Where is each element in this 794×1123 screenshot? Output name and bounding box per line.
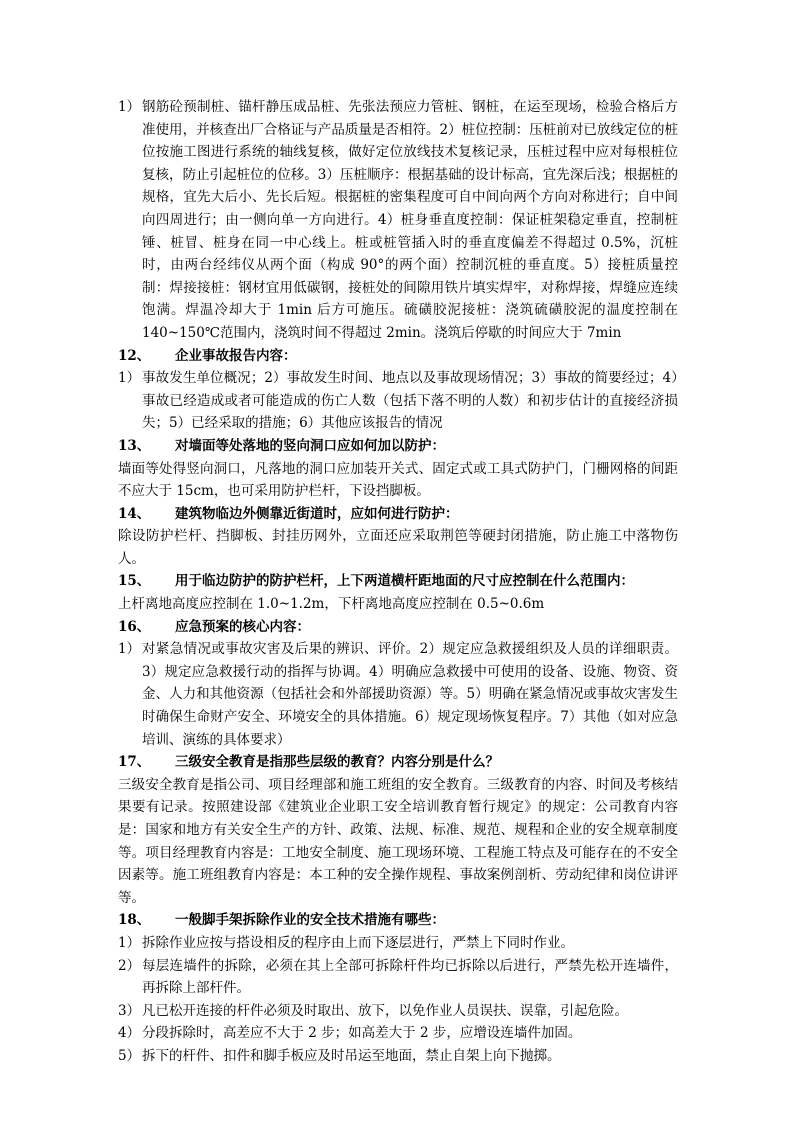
question-number: 18、 xyxy=(118,912,151,929)
item-number: 2） xyxy=(118,957,141,974)
question-heading xyxy=(118,751,678,774)
item-text: 每层连墙件的拆除，必须在其上全部可拆除杆件均已拆除以后进行，严禁先松开连墙件，再拆除上部杆件。 xyxy=(142,957,678,997)
question-number: 15、 xyxy=(118,573,151,590)
list-item xyxy=(118,1045,678,1068)
question-heading xyxy=(118,503,678,526)
answer-paragraph: 上杆离地高度应控制在 1.0~1.2m，下杆离地高度应控制在 0.5~0.6m xyxy=(118,596,545,613)
answer-paragraph: 墙面等处得竖向洞口，凡落地的洞口应加装开关式、固定式或工具式防护门，门栅网格的间距不应大于 15cm，也可采用防护栏杆，下设挡脚板。 xyxy=(118,460,678,500)
item-text: 凡已松开连接的杆件必须及时取出、放下，以免作业人员误扶、误靠，引起危险。 xyxy=(142,1002,628,1019)
question-title: 三级安全教育是指那些层级的教育？内容分别是什么？ xyxy=(175,754,499,771)
item-number: 1） xyxy=(118,641,141,658)
list-item xyxy=(118,932,678,955)
question-number: 17、 xyxy=(118,754,151,771)
question-heading xyxy=(118,909,678,932)
question-title: 用于临边防护的防护栏杆，上下两道横杆距地面的尺寸应控制在什么范围内： xyxy=(175,573,634,590)
answer-paragraph: 除设防护栏杆、挡脚板、封挂历网外，立面还应采取荆笆等硬封闭措施，防止施工中落物伤人。 xyxy=(118,528,678,567)
question-heading xyxy=(118,345,678,368)
item-number: 1） xyxy=(118,99,141,115)
question-number: 12、 xyxy=(118,347,151,364)
list-item xyxy=(118,96,678,345)
item-text: 拆下的杆件、扣件和脚手板应及时吊运至地面，禁止自架上向下抛掷。 xyxy=(142,1047,561,1064)
list-item xyxy=(118,955,678,1000)
item-text: 对紧急情况或事故灾害及后果的辨识、评价。2）规定应急救援组织及人员的详细职责。3）规定应急救援行动的指挥与协调。4）明确应急救援中可使用的设备、设施、物资、资金、人力和其他资源（包括社会和外部援助资源）等。5）明确在紧急情况或事故灾害发生时确保生命财产安全、环境安全的具体措施。6）规定现场恢复程序。7）其他（如对应急培训、演练的具体要求） xyxy=(142,641,678,748)
list-item xyxy=(118,1000,678,1023)
question-heading xyxy=(118,616,678,639)
answer-paragraph: 三级安全教育是指公司、项目经理部和施工班组的安全教育。三级教育的内容、时间及考核结果要有记录。按照建设部《建筑业企业职工安全培训教育暂行规定》的规定：公司教育内容是：国家和地方有关安全生产的方针、政策、法规、标准、规范、规程和企业的安全规章制度等。项目经理教育内容是：工地安全制度、施工现场环境、工程施工特点及可能存在的不安全因素等。施工班组教育内容是：本工种的安全操作规程、事故案例剖析、劳动纪律和岗位讲评等。 xyxy=(118,776,678,906)
item-number: 1） xyxy=(118,370,141,387)
item-text: 拆除作业应按与搭设相反的程序由上而下逐层进行，严禁上下同时作业。 xyxy=(142,934,574,951)
item-number: 3） xyxy=(118,1002,141,1019)
question-number: 16、 xyxy=(118,618,151,635)
item-text: 事故发生单位概况；2）事故发生时间、地点以及事故现场情况；3）事故的简要经过；4）事故已经造成或者可能造成的伤亡人数（包括下落不明的人数）和初步估计的直接经济损失；5）已经采取的措施；6）其他应该报告的情况 xyxy=(142,370,678,432)
question-number: 13、 xyxy=(118,437,151,454)
question-title: 应急预案的核心内容： xyxy=(175,618,310,635)
item-number: 4） xyxy=(118,1025,141,1042)
item-text: 分段拆除时，高差应不大于 2 步；如高差大于 2 步，应增设连墙件加固。 xyxy=(142,1025,582,1042)
list-item xyxy=(118,367,678,435)
list-item xyxy=(118,638,678,751)
document-page xyxy=(118,96,678,1068)
question-title: 建筑物临边外侧靠近街道时，应如何进行防护： xyxy=(175,505,459,522)
item-number: 5） xyxy=(118,1047,141,1064)
question-number: 14、 xyxy=(118,505,151,522)
item-text: 钢筋砼预制桩、锚杆静压成品桩、先张法预应力管桩、钢桩，在运至现场，检验合格后方准使用，并核查出厂合格证与产品质量是否相符。2）桩位控制：压桩前对已放线定位的桩位按施工图进行系统的轴线复核，做好定位放线技术复核记录，压桩过程中应对每根桩位复核，防止引起桩位的位移。3）压桩顺序：根据基础的设计标高，宜先深后浅；根据桩的规格，宜先大后小、先长后短。根据桩的密集程度可自中间向两个方向对称进行；自中间向四周进行；由一侧向单一方向进行。4）桩身垂直度控制：保证桩架稳定垂直，控制桩锤、桩冒、桩身在同一中心线上。桩或桩管插入时的垂直度偏差不得超过 0.5%，沉桩时，由两台经纬仪从两个面（构成 90°的两个面）控制沉桩的垂直度。5）接桩质量控制：焊接接桩：钢材宜用低碳钢，接桩处的间隙用铁片填实焊牢，对称焊接，焊缝应连续饱满。焊温冷却大于 1min 后方可施压。硫磺胶泥接桩：浇筑硫磺胶泥的温度控制在 140~150℃范围内，浇筑时间不得超过 2min。浇筑后停歇的时间应大于 7min xyxy=(142,99,678,341)
question-title: 一般脚手架拆除作业的安全技术措施有哪些： xyxy=(175,912,445,929)
question-title: 对墙面等处落地的竖向洞口应如何加以防护： xyxy=(175,437,445,454)
question-heading xyxy=(118,435,678,458)
question-title: 企业事故报告内容： xyxy=(175,347,297,364)
list-item xyxy=(118,1022,678,1045)
item-number: 1） xyxy=(118,934,141,951)
question-heading xyxy=(118,570,678,593)
